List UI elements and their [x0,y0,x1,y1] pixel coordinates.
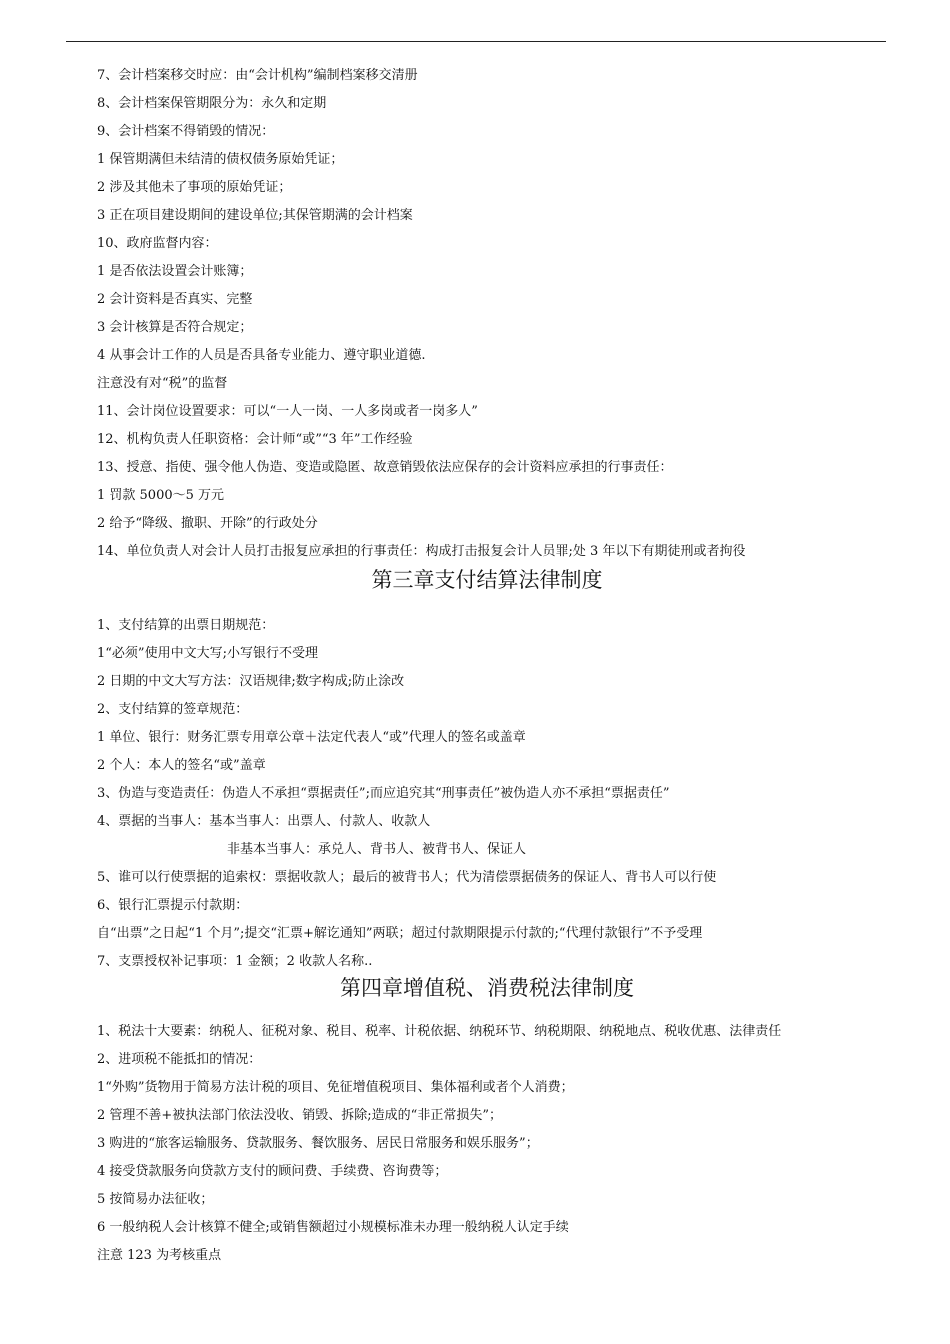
list-item: 7、支票授权补记事项：1 金额；2 收款人名称.. [97,954,373,969]
list-item: 1 是否依法设置会计账簿； [97,264,253,279]
list-item: 自“出票”之日起“1 个月”;提交“汇票+解讫通知”两联；超过付款期限提示付款的;“代理付款银行”不予受理 [97,926,703,941]
list-item: 注意 123 为考核重点 [97,1248,222,1263]
list-item: 4、票据的当事人：基本当事人：出票人、付款人、收款人 [97,814,431,829]
list-item: 3、伪造与变造责任：伪造人不承担“票据责任”;而应追究其“刑事责任”被伪造人亦不承担“票据责任” [97,786,670,801]
list-item: 2 管理不善+被执法部门依法没收、销毁、拆除;造成的“非正常损失”； [97,1108,502,1123]
list-item: 8、会计档案保管期限分为：永久和定期 [97,96,327,111]
list-item: 4 接受贷款服务向贷款方支付的顾问费、手续费、咨询费等； [97,1164,448,1179]
list-item: 6 一般纳税人会计核算不健全;或销售额超过小规模标准未办理一般纳税人认定手续 [97,1220,569,1235]
list-item: 4 从事会计工作的人员是否具备专业能力、遵守职业道德. [97,348,426,363]
list-item: 6、银行汇票提示付款期： [97,898,249,913]
list-item: 12、机构负责人任职资格：会计师“或”“3 年”工作经验 [97,432,413,447]
list-item: 1“外购”货物用于简易方法计税的项目、免征增值税项目、集体福利或者个人消费； [97,1080,574,1095]
chapter4-list [97,1018,877,1270]
list-item: 14、单位负责人对会计人员打击报复应承担的行事责任：构成打击报复会计人员罪;处 3 年以下有期徒刑或者拘役 [97,544,746,559]
list-item: 1“必须”使用中文大写;小写银行不受理 [97,646,318,661]
chapter2-list [97,62,877,566]
list-item: 2、进项税不能抵扣的情况： [97,1052,262,1067]
list-item: 7、会计档案移交时应：由“会计机构”编制档案移交清册 [97,68,418,83]
list-item: 1 单位、银行：财务汇票专用章公章＋法定代表人“或”代理人的签名或盖章 [97,730,526,745]
list-item: 10、政府监督内容： [97,236,218,251]
document-body [97,62,877,1270]
list-item: 3 购进的“旅客运输服务、贷款服务、餐饮服务、居民日常服务和娱乐服务”； [97,1136,539,1151]
list-item: 5 按简易办法征收； [97,1192,214,1207]
list-item: 1 保管期满但未结清的债权债务原始凭证； [97,152,344,167]
list-item: 非基本当事人：承兑人、背书人、被背书人、保证人 [227,842,527,857]
list-item: 13、授意、指使、强令他人伪造、变造或隐匿、故意销毁依法应保存的会计资料应承担的行事责任： [97,460,673,475]
list-item: 3 会计核算是否符合规定； [97,320,253,335]
list-item: 3 正在项目建设期间的建设单位;其保管期满的会计档案 [97,208,413,223]
list-item: 2 会计资料是否真实、完整 [97,292,253,307]
list-item: 1、税法十大要素：纳税人、征税对象、税目、税率、计税依据、纳税环节、纳税期限、纳税地点、税收优惠、法律责任 [97,1024,782,1039]
list-item: 2、支付结算的签章规范： [97,702,249,717]
header-rule [66,41,886,42]
list-item: 5、谁可以行使票据的追索权：票据收款人；最后的被背书人；代为清偿票据债务的保证人、背书人可以行使 [97,870,717,885]
chapter4-title: 第四章增值税、消费税法律制度 [340,976,634,1000]
list-item: 2 涉及其他未了事项的原始凭证； [97,180,292,195]
list-item: 2 个人：本人的签名“或”盖章 [97,758,266,773]
list-item: 2 给予“降级、撤职、开除”的行政处分 [97,516,318,531]
chapter3-title: 第三章支付结算法律制度 [371,568,603,592]
list-item: 11、会计岗位设置要求：可以“一人一岗、一人多岗或者一岗多人” [97,404,478,419]
list-item: 2 日期的中文大写方法：汉语规律;数字构成;防止涂改 [97,674,405,689]
chapter3-list [97,612,877,976]
list-item: 9、会计档案不得销毁的情况： [97,124,275,139]
list-item: 1、支付结算的出票日期规范： [97,618,275,633]
list-item: 注意没有对“税”的监督 [97,376,228,391]
list-item: 1 罚款 5000～5 万元 [97,488,225,503]
